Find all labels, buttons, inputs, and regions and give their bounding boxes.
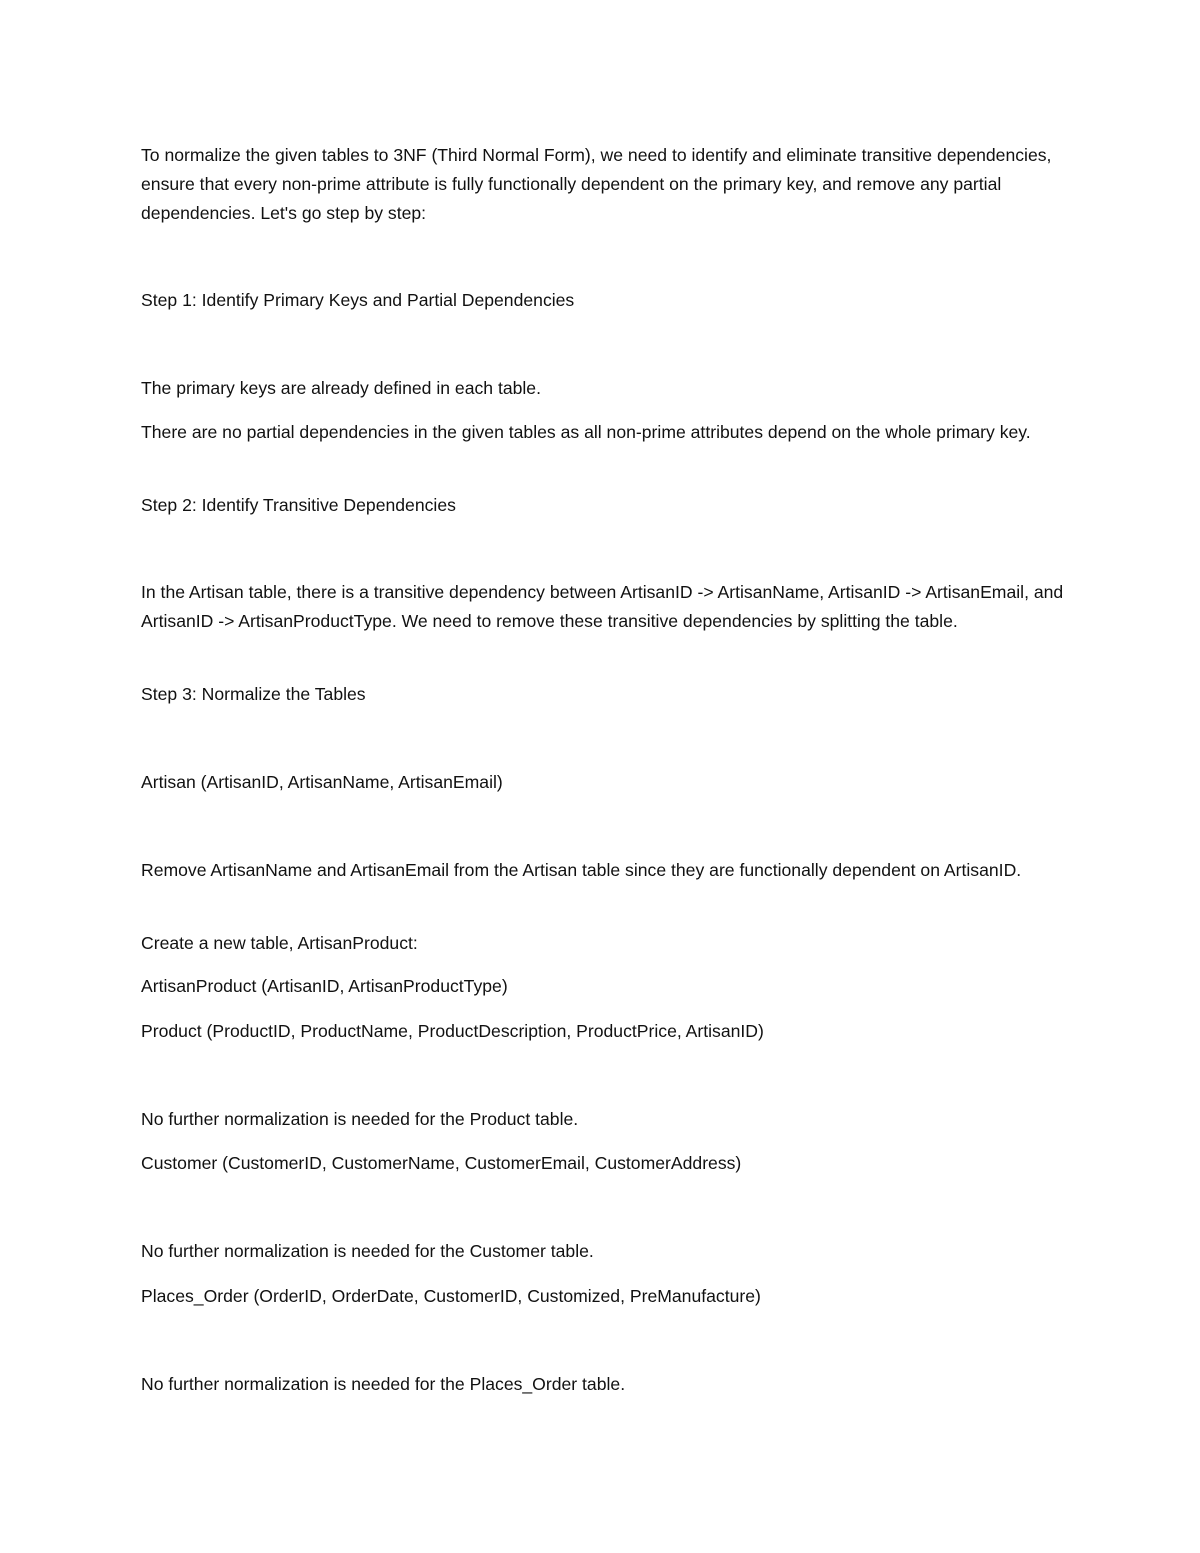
- customer-table-schema: Customer (CustomerID, CustomerName, CustomerEmail, CustomerAddress): [141, 1153, 742, 1173]
- partial-dependencies-paragraph: There are no partial dependencies in the given tables as all non-prime attributes depend on the whole primary key.: [141, 422, 1031, 442]
- places-order-normalization-note: No further normalization is needed for the Places_Order table.: [141, 1374, 626, 1394]
- intro-paragraph: To normalize the given tables to 3NF (Third Normal Form), we need to identify and eliminate transitive dependencies, ensure that every non-prime attribute is fully functionally dependent on the primary key, and remove any partial dependencies. Let's go step by step:: [141, 145, 1052, 223]
- step-3-heading: Step 3: Normalize the Tables: [141, 684, 366, 704]
- remove-artisan-fields-paragraph: Remove ArtisanName and ArtisanEmail from the Artisan table since they are functionally dependent on ArtisanID.: [141, 860, 1022, 880]
- primary-keys-paragraph: The primary keys are already defined in each table.: [141, 378, 541, 398]
- places-order-table-schema: Places_Order (OrderID, OrderDate, CustomerID, Customized, PreManufacture): [141, 1286, 761, 1306]
- artisan-table-schema: Artisan (ArtisanID, ArtisanName, ArtisanEmail): [141, 772, 503, 792]
- artisan-product-schema: ArtisanProduct (ArtisanID, ArtisanProductType): [141, 976, 508, 996]
- step-2-heading: Step 2: Identify Transitive Dependencies: [141, 495, 456, 515]
- transitive-dependency-paragraph: In the Artisan table, there is a transitive dependency between ArtisanID -> ArtisanName, ArtisanID -> ArtisanEmail, and ArtisanID -> ArtisanProductType. We need to remove these transitive dependencies by splitting the table.: [141, 582, 1064, 631]
- customer-normalization-note: No further normalization is needed for the Customer table.: [141, 1241, 594, 1261]
- step-1-heading: Step 1: Identify Primary Keys and Partial Dependencies: [141, 290, 575, 310]
- create-table-paragraph: Create a new table, ArtisanProduct:: [141, 933, 418, 953]
- product-normalization-note: No further normalization is needed for the Product table.: [141, 1109, 579, 1129]
- product-table-schema: Product (ProductID, ProductName, ProductDescription, ProductPrice, ArtisanID): [141, 1021, 764, 1041]
